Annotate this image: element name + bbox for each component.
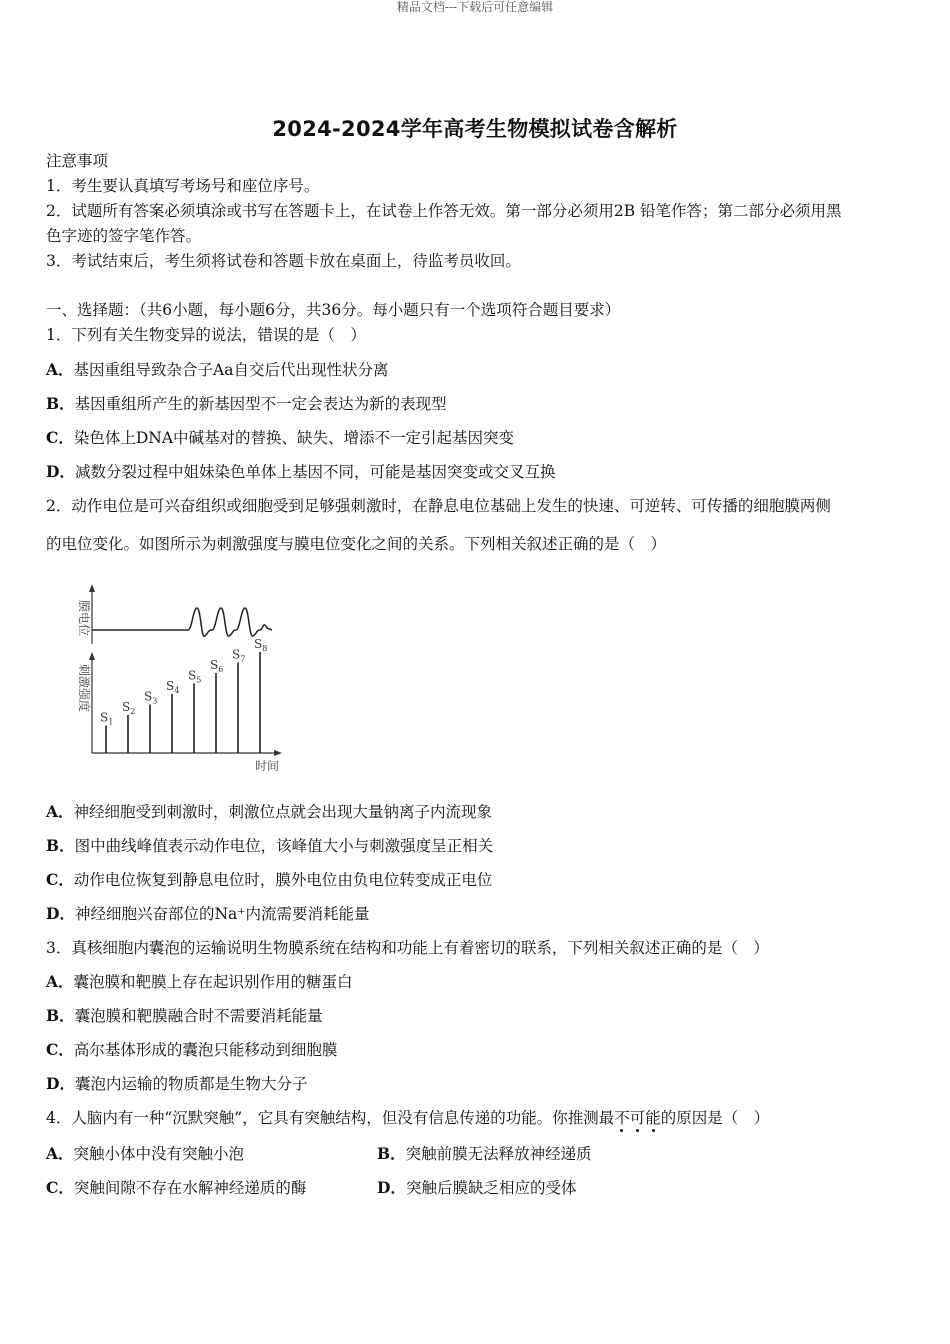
q4-option-d xyxy=(377,1178,576,1198)
top-ylabel: 膜电位 xyxy=(77,599,91,637)
q3-option-c xyxy=(46,1040,337,1060)
xlabel: 时间 xyxy=(254,759,280,773)
page-title: 2024-2024学年高考生物模拟试卷含解析 xyxy=(272,117,678,141)
stimulus-bars xyxy=(100,637,267,753)
option-letter: B． xyxy=(46,836,75,855)
stimulus-label-subscript: 6 xyxy=(218,665,224,674)
section-heading: 一、选择题：（共6小题，每小题6分，共36分。每小题只有一个选项符合题目要求） xyxy=(46,301,621,319)
option-text: 囊泡膜和靶膜上存在起识别作用的糖蛋白 xyxy=(73,973,353,991)
option-text: 染色体上DNA中碱基对的替换、缺失、增添不一定引起基因突变 xyxy=(73,429,515,447)
q3-option-b xyxy=(46,1006,323,1026)
membrane-potential-curve xyxy=(92,608,272,636)
option-letter: C． xyxy=(46,1040,74,1059)
q3-option-a xyxy=(46,972,353,992)
question-2-stem-line2: 的电位变化。如图所示为刺激强度与膜电位变化之间的关系。下列相关叙述正确的是（ ） xyxy=(46,535,667,553)
notice-heading: 注意事项 xyxy=(46,152,109,170)
q4-option-b xyxy=(377,1144,592,1164)
q1-option-c xyxy=(46,428,514,448)
emphasis-char: 能 xyxy=(645,1109,661,1127)
option-letter: B． xyxy=(46,394,75,413)
q2-option-a xyxy=(46,802,492,822)
stimulus-label-subscript: 4 xyxy=(174,686,180,695)
option-letter: C． xyxy=(46,428,74,447)
stem-text: 4．人脑内有一种“沉默突触”，它具有突触结构，但没有信息传递的功能。你推测最 xyxy=(46,1109,615,1127)
notice-item: 色字迹的签字笔作答。 xyxy=(46,227,202,245)
option-letter: A． xyxy=(46,1144,74,1163)
stimulus-label-subscript: 1 xyxy=(108,717,114,727)
stimulus-figure xyxy=(62,578,292,778)
stimulus-label-2: $S_2$ xyxy=(122,700,136,716)
stimulus-label-5: $S_5$ xyxy=(188,668,202,685)
option-text: 突触间隙不存在水解神经递质的酶 xyxy=(73,1179,307,1197)
notice-item: 1．考生要认真填写考场号和座位序号。 xyxy=(46,177,320,195)
question-1-stem: 1．下列有关生物变异的说法，错误的是（ ） xyxy=(46,326,366,344)
q2-option-c xyxy=(46,870,492,890)
option-letter: B． xyxy=(377,1144,406,1163)
stimulus-label-4: $S_4$ xyxy=(166,679,180,695)
option-text: 囊泡膜和靶膜融合时不需要消耗能量 xyxy=(74,1007,323,1025)
q2-option-d xyxy=(46,904,369,924)
question-4-stem xyxy=(46,1108,769,1128)
stimulus-label-subscript: 3 xyxy=(152,696,158,706)
bottom-ylabel: 刺激强度 xyxy=(77,663,91,713)
option-text: 囊泡内运输的物质都是生物大分子 xyxy=(74,1075,308,1093)
stimulus-label-subscript: 8 xyxy=(262,644,268,653)
q4-option-c xyxy=(46,1178,306,1198)
option-letter: A． xyxy=(46,360,74,379)
option-letter: C． xyxy=(46,870,74,889)
q3-option-d xyxy=(46,1074,307,1094)
option-text: 神经细胞兴奋部位的Na⁺内流需要消耗能量 xyxy=(74,905,370,923)
stem-text: 的原因是（ ） xyxy=(660,1109,770,1127)
q1-option-b xyxy=(46,394,447,414)
stimulus-label-subscript: 7 xyxy=(240,654,246,664)
page-header: 精品文档---下载后可任意编辑 xyxy=(396,0,554,14)
option-text: 神经细胞受到刺激时，刺激位点就会出现大量钠离子内流现象 xyxy=(73,803,493,821)
option-letter: C． xyxy=(46,1178,74,1197)
q1-option-a xyxy=(46,360,388,380)
option-letter: B． xyxy=(46,1006,75,1025)
stimulus-label-8: $S_8$ xyxy=(254,637,268,653)
q2-option-b xyxy=(46,836,493,856)
option-text: 突触后膜缺乏相应的受体 xyxy=(405,1179,577,1197)
option-text: 突触前膜无法释放神经递质 xyxy=(405,1145,592,1163)
stimulus-label-6: $S_6$ xyxy=(210,658,224,674)
option-letter: D． xyxy=(377,1178,406,1197)
question-3-stem: 3．真核细胞内囊泡的运输说明生物膜系统在结构和功能上有着密切的联系，下列相关叙述正确的是（ ） xyxy=(46,939,769,957)
option-text: 高尔基体形成的囊泡只能移动到细胞膜 xyxy=(73,1041,338,1059)
option-text: 基因重组所产生的新基因型不一定会表达为新的表现型 xyxy=(74,395,447,413)
option-letter: D． xyxy=(46,462,75,481)
option-text: 减数分裂过程中姐妹染色单体上基因不同，可能是基因突变或交叉互换 xyxy=(74,463,556,481)
notice-item: 2．试题所有答案必须填涂或书写在答题卡上，在试卷上作答无效。第一部分必须用2B 铅笔作答；第二部分必须用黑 xyxy=(46,202,842,220)
option-letter: A． xyxy=(46,802,74,821)
q4-option-a xyxy=(46,1144,244,1164)
stimulus-label-subscript: 5 xyxy=(196,675,202,685)
option-text: 基因重组导致杂合子Aa自交后代出现性状分离 xyxy=(73,361,389,379)
option-letter: D． xyxy=(46,1074,75,1093)
stimulus-label-3: $S_3$ xyxy=(144,689,158,706)
option-text: 突触小体中没有突触小泡 xyxy=(73,1145,245,1163)
stimulus-label-7: $S_7$ xyxy=(232,647,246,664)
option-text: 动作电位恢复到静息电位时，膜外电位由负电位转变成正电位 xyxy=(73,871,493,889)
option-letter: A． xyxy=(46,972,74,991)
notice-item: 3．考试结束后，考生须将试卷和答题卡放在桌面上，待监考员收回。 xyxy=(46,252,521,270)
emphasis-char: 不 xyxy=(614,1109,630,1127)
emphasis-char: 可 xyxy=(629,1109,646,1127)
question-2-stem-line1: 2．动作电位是可兴奋组织或细胞受到足够强刺激时，在静息电位基础上发生的快速、可逆转、可传播的细胞膜两侧 xyxy=(46,497,831,515)
stimulus-label-1: $S_1$ xyxy=(100,710,114,727)
stimulus-label-subscript: 2 xyxy=(130,707,136,716)
option-letter: D． xyxy=(46,904,75,923)
q1-option-d xyxy=(46,462,555,482)
option-text: 图中曲线峰值表示动作电位，该峰值大小与刺激强度呈正相关 xyxy=(74,837,494,855)
